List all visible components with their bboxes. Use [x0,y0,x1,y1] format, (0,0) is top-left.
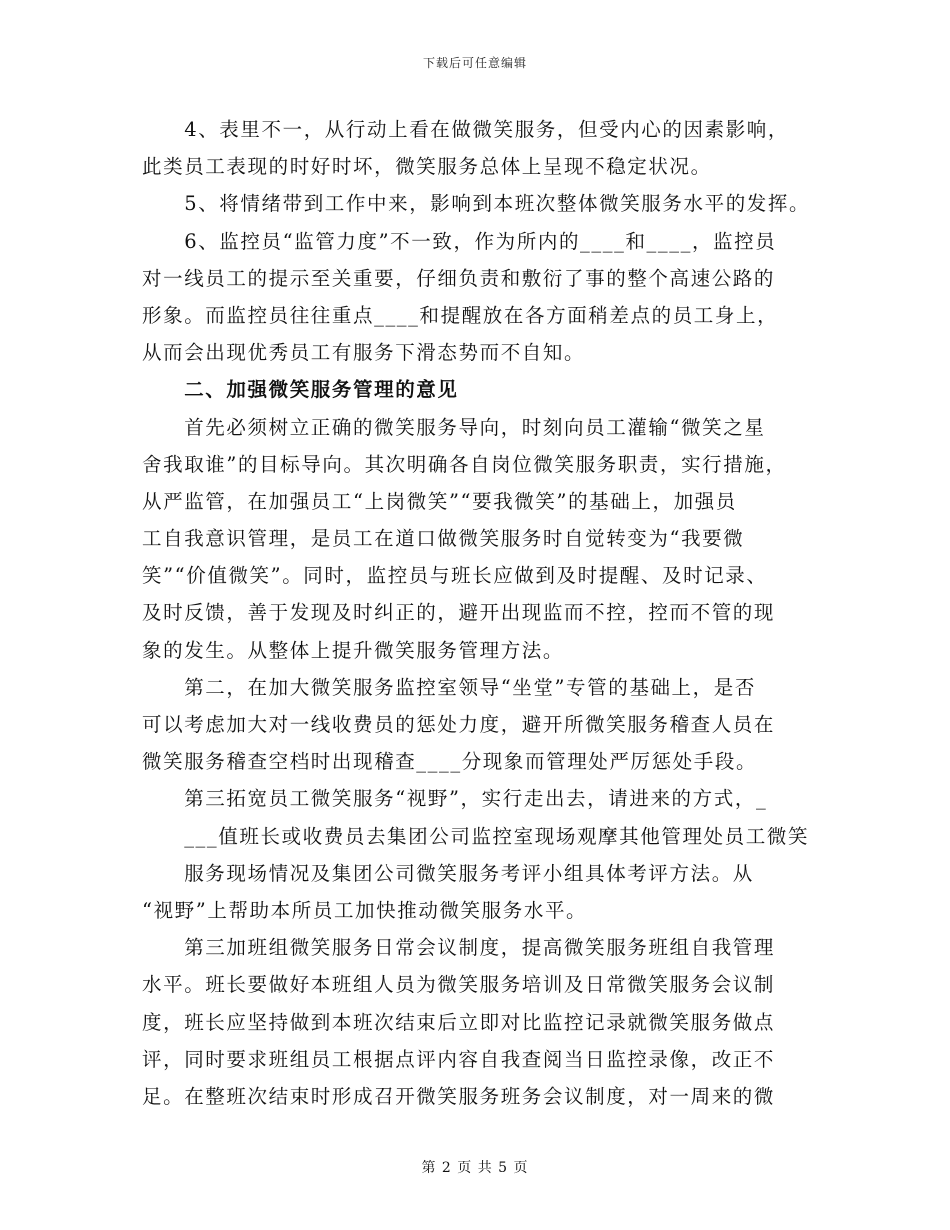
text-line: 此类员工表现的时好时坏，微笑服务总体上呈现不稳定状况。 [142,155,712,179]
text-line: 第三拓宽员工微笑服务“视野”，实行走出去，请进来的方式，_ [142,787,768,811]
text-line: 从而会出现优秀员工有服务下滑态势而不自知。 [142,341,586,365]
text-line: 服务现场情况及集团公司微笑服务考评小组具体考评方法。从 [142,861,754,885]
text-line: 第三加班组微笑服务日常会议制度，提高微笑服务班组自我管理 [142,936,776,960]
text-line: 笑”“价值微笑”。同时，监控员与班长应做到及时提醒、及时记录、 [142,564,768,588]
text-line: 首先必须树立正确的微笑服务导向，时刻向员工灌输“微笑之星 [142,415,766,439]
text-line: 5、将情绪带到工作中来，影响到本班次整体微笑服务水平的发挥。 [142,192,811,216]
text-line: “视野”上帮助本所员工加快推动微笑服务水平。 [142,898,588,922]
document-body [142,111,822,1115]
text-line: 第二，在加大微笑服务监控室领导“坐堂”专管的基础上，是否 [142,675,756,699]
text-line: 4、表里不一，从行动上看在做微笑服务，但受内心的因素影响， [142,118,790,141]
text-line: ___值班长或收费员去集团公司监控室现场观摩其他管理处员工微笑 [142,824,810,848]
text-line: 微笑服务稽查空档时出现稽查____分现象而管理处严厉惩处手段。 [142,750,758,774]
text-line: 象的发生。从整体上提升微笑服务管理方法。 [142,638,565,662]
text-line: 度，班长应坚持做到本班次结束后立即对比监控记录就微笑服务做点 [142,1010,776,1034]
text-line: 水平。班长要做好本班组人员为微笑服务培训及日常微笑服务会议制 [142,973,776,997]
section-heading: 二、加强微笑服务管理的意见 [142,378,459,402]
text-line: 从严监管，在加强员工“上岗微笑”“要我微笑”的基础上，加强员 [142,489,737,513]
text-line: 形象。而监控员往往重点____和提醒放在各方面稍差点的员工身上， [142,303,779,327]
page-footer: 第 2 页 共 5 页 [421,1160,529,1176]
text-line: 工自我意识管理，是员工在道口做微笑服务时自觉转变为“我要微 [142,527,745,551]
text-line: 对一线员工的提示至关重要，仔细负责和敷衍了事的整个高速公路的 [142,266,776,290]
text-line: 足。在整班次结束时形成召开微笑服务班务会议制度，对一周来的微 [142,1084,776,1108]
text-line: 可以考虑加大对一线收费员的惩处力度，避开所微笑服务稽查人员在 [142,713,776,736]
text-line: 6、监控员“监管力度”不一致，作为所内的____和____，监控员 [142,229,777,253]
text-line: 及时反馈，善于发现及时纠正的，避开出现监而不控，控而不管的现 [142,601,776,625]
text-line: 评，同时要求班组员工根据点评内容自我查阅当日监控录像，改正不 [142,1047,776,1071]
page-header: 下载后可任意编辑 [422,56,527,70]
text-line: 舍我取谁”的目标导向。其次明确各自岗位微笑服务职责，实行措施， [142,452,787,476]
